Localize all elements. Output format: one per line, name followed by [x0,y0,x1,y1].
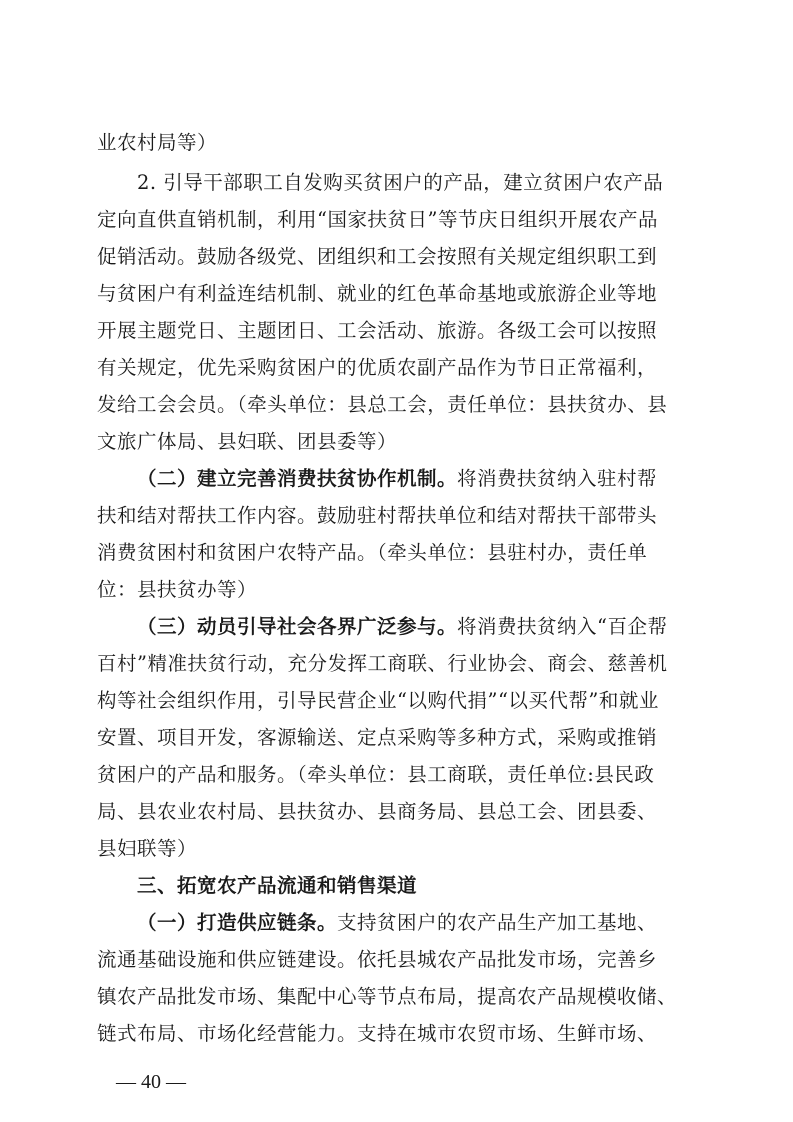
paragraph-line: 百村”精准扶贫行动，充分发挥工商联、行业协会、商会、慈善机 [97,652,668,675]
paragraph-line: 位：县扶贫办等） [97,578,258,601]
paragraph-line: 2. 引导干部职工自发购买贫困户的产品，建立贫困户农产品 [137,171,664,194]
paragraph-line: 扶和结对帮扶工作内容。鼓励驻村帮扶单位和结对帮扶干部带头 [97,504,658,527]
subsection-heading: （二）建立完善消费扶贫协作机制。 [137,467,458,490]
subsection-heading: （一）打造供应链条。 [137,911,338,934]
paragraph-line: 发给工会会员。（牵头单位：县总工会，责任单位：县扶贫办、县 [97,393,668,416]
paragraph-line: 文旅广体局、县妇联、团县委等） [97,430,398,453]
subsection-text: 将消费扶贫纳入“百企帮 [457,615,668,638]
paragraph-line: 与贫困户有利益连结机制、就业的红色革命基地或旅游企业等地 [97,282,658,305]
paragraph-line: 贫困户的产品和服务。（牵头单位：县工商联，责任单位:县民政 [97,763,655,786]
paragraph-line: 县妇联等） [97,837,198,860]
paragraph-line: 链式布局、市场化经营能力。支持在城市农贸市场、生鲜市场、 [97,1022,658,1045]
subsection-line [137,911,697,935]
subsection-heading: （三）动员引导社会各界广泛参与。 [137,615,458,638]
page-number: — 40 — [116,1071,186,1093]
subsection-line [137,615,697,639]
paragraph-line: 定向直供直销机制，利用“国家扶贫日”等节庆日组织开展农产品 [97,208,658,231]
subsection-line [137,467,697,491]
subsection-text: 支持贫困户的农产品生产加工基地、 [337,911,658,934]
paragraph-line: 镇农产品批发市场、集配中心等节点布局，提高农产品规模收储、 [97,985,678,1008]
paragraph-line: 安置、项目开发，客源输送、定点采购等多种方式，采购或推销 [97,726,658,749]
subsection-text: 将消费扶贫纳入驻村帮 [457,467,658,490]
paragraph-line: 消费贫困村和贫困户农特产品。（牵头单位：县驻村办，责任单 [97,541,648,564]
paragraph-line: 开展主题党日、主题团日、工会活动、旅游。各级工会可以按照 [97,319,658,342]
paragraph-line: 流通基础设施和供应链建设。依托县城农产品批发市场，完善乡 [97,948,658,971]
paragraph-line: 业农村局等） [97,131,218,154]
paragraph-line: 局、县农业农村局、县扶贫办、县商务局、县总工会、团县委、 [97,800,658,823]
paragraph-line: 有关规定，优先采购贫困户的优质农副产品作为节日正常福利， [97,356,658,379]
section-title: 三、拓宽农产品流通和销售渠道 [137,874,418,897]
paragraph-line: 促销活动。鼓励各级党、团组织和工会按照有关规定组织职工到 [97,245,658,268]
paragraph-line: 构等社会组织作用，引导民营企业“以购代捐”“以买代帮”和就业 [97,689,659,712]
